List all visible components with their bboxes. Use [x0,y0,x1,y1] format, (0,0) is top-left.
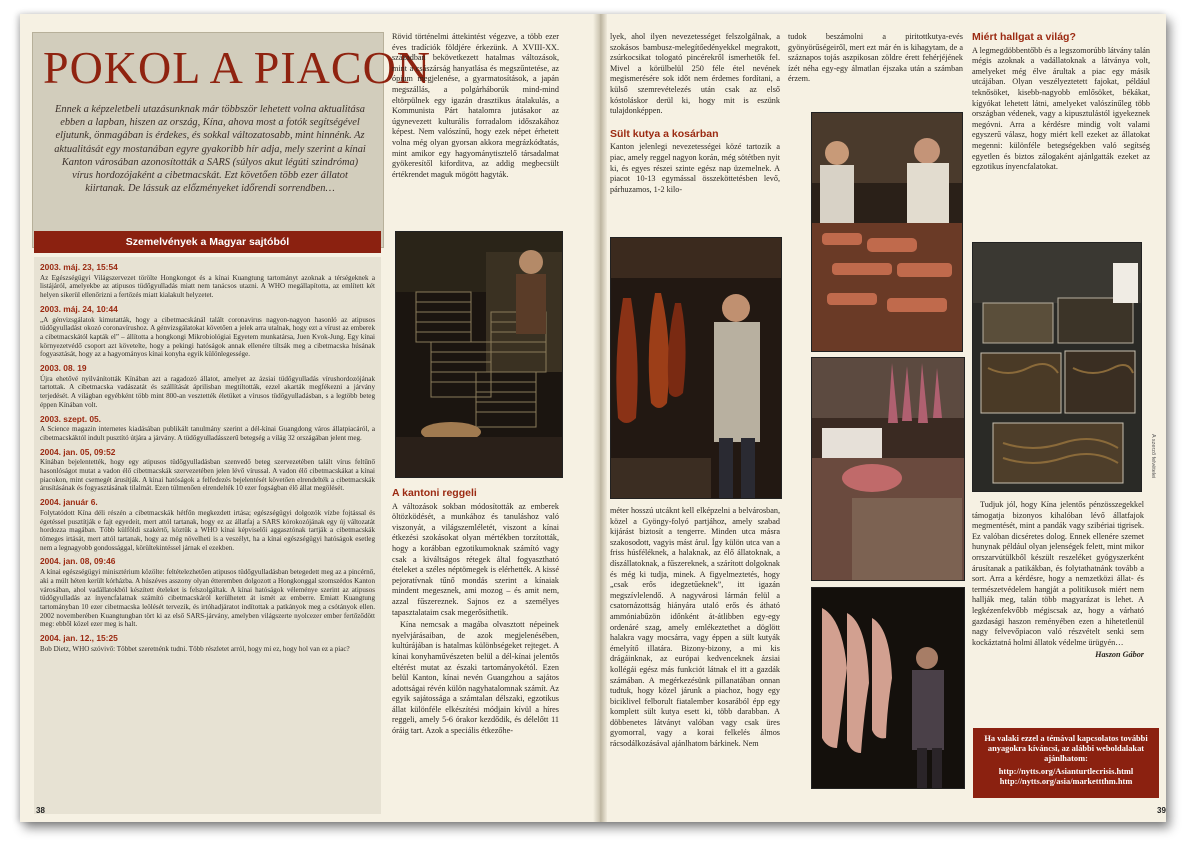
left-page [20,14,593,822]
spine-gutter [593,14,607,822]
chronology-entry [40,415,375,443]
sult-kutya-paragraph: Kanton jelenlegi nevezetességei közé tartozik a piac, amely reggel nagyon korán, még sötétben nyit ki, és egyes részei szinte egész nap üzemelnek. A piacot 10-13 egymással összeköttetésben levő, párhuzamos, 1-2 kilo- [610,142,780,194]
chronology-date: 2004. jan. 05, 09:52 [40,446,116,457]
chronology-text: A kínai egészségügyi minisztérium közölte: feltételezhetően atipusos tüdőgyulladásban betegedett meg az a pincérnő, aki a múlt héten került kórházba. A húszéves asszony olyan étteremben dolgozott a Hongkonggal szomszédos Kanton városában, ahol vadállatokból készített ételeket is felszolgáltak. A kínai hatóságok véleménye szerint az atipusos tüdőgyulladás az ínyencfalatnak számító cibetmacskáról kerülhetett át ismét az emberre. Emiatt Kuangtung tartományban 10 ezer cibetmacska leölését tervezik, és irtóhadjáratot indítottak a patkányok meg a csótányok ellen. 2002 novemberében Kuangtungban tört ki az első SARS-járvány, amelyben világszerte nyolcezer ember fertőződött meg: ebből közel ezer meg is halt. [40,568,375,629]
column-3-top [610,32,780,242]
link-url-2[interactable]: http://nytts.org/asia/markettthm.htm [999,776,1133,786]
kanton-paragraph-2: Kína nemcsak a magába olvasztott népeinek nyelvjárásaiban, de azok megjelenésében, kultúrájában is hatalmas különbségeket rejteget. A kínai konyhaművészeten belül a dél-kínai jelentős eltérést mutat az északi tartományokétól. Ezen belül Kanton, kínai nevén Guangzhou a sajátos adottságai révén külön nagyhatalomnak számít. Az egyik sajátossága a számtalan délszaki, egzotikus állat különféle elkészítési módjain kívül a híres reggeli, amely 5-6 órakor kezdődik, és délelőtt 11 óráig tart. Azok a speciális étkezőhe- [392,620,559,736]
chronology-text: A Science magazin internetes kiadásában publikált tanulmány szerint a dél-kínai Guangdong város állatpiacáról, a cibetmacskáktól indult pusztító útjára a járvány. A tüdőgyulladásszerű betegség a világ 32 országában jelent meg. [40,425,375,442]
column-5-bottom [972,500,1144,738]
chronology-text: Bob Dietz, WHO szóvivő: Többet szeretnénk tudni. Több részletet arról, hogy mi ez, hogy hol van ez a piac? [40,644,350,653]
miert-paragraph: A legmegdöbbentőbb és a legszomorúbb látvány talán mégis azoknak a vadállatoknak a látványa volt, amelyeket még élve árultak a piac egy másik utcájában. Olyan veszélyeztetett fajokat, például teknősöket, kisebb-nagyobb emlősöket, békákat, kígyókat lehetett látni, amelyeket valószínűleg több országban védenek, vagy a kipusztulástól igyekeznek megóvni. Arra a kérdésre mindig volt valami egyszerű válasz, hogy miért kell ezeket az állatokat megenni: különféle betegségekben való segítség egyetlen és biztos zálogaként ajánlgatták ezeket az egzotikus ínyencfalatokat. [972,45,1150,172]
title-box [32,32,432,248]
chronology-entry [40,634,375,653]
chronology-text: Az Egészségügyi Világszervezet törölte Hongkongot és a kínai Kuangtung tartományt azoknak a térségeknek a listájáról, amelyekbe az atipusos tüdőgyulladás miatt nem tanácsos utazni. A WHO megállapította, az említett két helyen sikerül ellenőrizni a fertőzés miatt kialakult helyzetet. [40,273,375,300]
page-number-left: 38 [36,806,45,815]
chronology-date: 2004. jan. 08, 09:46 [40,556,116,567]
intro-text: Ennek a képzeletbeli utazásunknak már többször lehetett volna aktualitása ebben a lapban, hiszen az ország, Kína, ahova most a fotók segítségével eljutunk, önmagában is érdekes, és sokkal változatosabb, mint hinnénk. Az aktualitását egy mostanában egyre gyakoribb hír adja, mely szerint a kínai Kanton városában azonosították a SARS (súlyos akut légúti szindróma) vírus hordozójaként a cibetmacskát. Ezt követően több ezer állatot kiirtanak. De lássuk az előzményeket időrendi sorrendben… [54,104,366,195]
chronology-text: Folytatódott Kína déli részén a cibetmacskák hétfőn megkezdett irtása; egészségügyi dolgozók vízbe fojtással és égetéssel pusztítják e fajt egyedeit, mert attól tartanak, hogy ez az állatfaj a SARS kórokozójának egy új változatát hordozza magában. Több külföldi szakértő, köztük a WHO kínai képviselői aggasztónak tartják a cibetmacskák tömeges irtását, mert attól tartanak, hogy az még növelheti is a veszélyt, ha a kínai egészségügyi hatóságok esetleg nem a legnagyobb gondossággal, körültekintéssel járnak el ezekben. [40,508,375,552]
section-heading-miert-hallgat: Miért hallgat a világ? [972,32,1076,43]
column-4-top [788,32,963,122]
photo-credit: A szerző felvételei [1150,434,1156,479]
photo-meat-stall [811,112,963,352]
chronology-text: Újra ehetővé nyilvánították Kínában azt a ragadozó állatot, amelyet az ázsiai tüdőgyulladás vírushordozójának tartottak. A cibetmacska vadászatát és szállítását áprilisban megtiltották, ezzel akarták megfékezni a járvány terjedését. A világban egyébként több mint 800-an vesztették életüket a vírusos tüdőgyulladásban, s a legtöbb beteg éppen Kínában volt. [40,374,375,409]
link-url-1[interactable]: http://nytts.org/Asianturtlecrisis.html [998,766,1134,776]
section-heading-kanton: A kantoni reggeli [392,487,477,499]
chronology-date: 2003. máj. 24, 10:44 [40,303,118,314]
chronology-date: 2003. szept. 05. [40,413,101,424]
chronology-entry [40,364,375,410]
chronology-date: 2003. máj. 23, 15:54 [40,262,118,272]
column-2-top [392,32,559,238]
right-page [607,14,1166,822]
chronology-date: 2004. jan. 12., 15:25 [40,633,118,644]
photo-caged-animals [395,231,563,478]
chronology-text: „A génvizsgálatok kimutatták, hogy a cibetmacskánál talált coronavirus nagyon-nagyon hasonló az atipusos tüdőgyulladást okozó coronavírushoz. A génvizsgálatokat követően a jelek arra utalnak, hogy ezt a vírust az emberek a cibetmacskától kapták el” – állította a hongkongi Mikrobiológiai Egyetem munkatársa, Juen Kvok-Jung. Egy kínai környezetvédő csoport azt követelte, hogy a pekingi hatóságok annak ellenére tiltsák meg a cibetmacska húsának fogyasztását, hogy az a hagyományos kínai konyha egyik különlegessége. [40,315,375,359]
further-reading-box [973,728,1159,798]
chronology-entry [40,557,375,629]
kanton-paragraph-1: A változások sokban módosították az emberek öltözködését, a munkához és tanuláshoz való viszonyát, a világszemléletét, viszont a kínai étkezési szokásokat olyan mértékben torzították, hogy a korábban egzotikumoknak számító vagy csak a kiváltságos rétegek által fogyasztható ételeket a széles néptömegek is elérhették. A kissé pejoratívnak tűnő mondás szerint a kínaiak mindent megesznek, ami mozog – és amit nem, azzal fűszereznek. Sajnos ez a személyes tapasztalataim csak megerősíthetik. [392,501,559,617]
author-signature: Haszon Gábor [1095,650,1144,660]
column-3-bottom [610,506,780,814]
chronology-text: Kínában bejelentették, hogy egy atipusos tüdőgyulladásban szenvedő beteg szervezetében talált vírus feltűnő hasonlóságot mutat a vadon élő cibetmacskák szervezetében jelen lévő vírussal. A vadon élő cibetmacskákat a kínai piacokon, mint csemegét árusítják. A kínai hatóságok a felfedezés bejelentését követően elrendelték a cibetmacskák árusításának és fogyasztásának tilalmát. Ezen túlmenően elrendelték 10 ezer fogságban élő állat megölését. [40,458,375,493]
chronology-date: 2003. 08. 19 [40,363,87,374]
chronology-entry [40,305,375,359]
photo-hanging-carcasses [811,587,965,789]
page-number-right: 39 [1157,806,1166,815]
chronology-entry [40,263,375,300]
restaurant-paragraph: lyek, ahol ilyen nevezetességet felszolgálnak, a szokásos bambusz-melegítőedényekkel megrakott, zsúrkocsikat tologató pincérekről ismerhetők fel. Mivel a körülbelül 250 féle étel nevének megismerésére sok időt nem érdemes fordítani, a külső szemrevételezés után csak az első kóstoláskor derül ki, hogy mit is eszünk tulajdonképpen. [610,32,780,116]
page-title: POKOL A PIACON [43,42,432,93]
chronology-entry [40,498,375,552]
closing-paragraph: Tudjuk jól, hogy Kína jelentős pénzösszegekkel támogatja bizonyos kihalóban lévő állatfajok megmentését, mint a pandák vagy szibériai tigrisek. Ez valóban dicséretes dolog. Ennek ellenére szemet hunynak például olyan jelenségek felett, mint mikor orrszarvútülkből készült reszeléket gyógyszerként árusítanak a patikákban, és folytathatnánk tovább a sort. Arra a kérdésre, hogy a nemzetközi állat- és természetvédelem hangját a politikusok miért nem hallják meg, talán több magyarázat is lehet. A legkézenfekvőbb mégiscsak az, hogy a várható gazdasági haszon reményében ezen a hihetetlenül nagy felvevőpiacon való részvételt senki sem kockáztatná holmi állatok védelme ürügyén… [972,500,1144,647]
chronology-box [34,257,381,814]
chronology-entry [40,448,375,494]
egg-paragraph: tudok beszámolni a piritottkutya-evés gyönyörűségeiről, mert ezt már én is kihagytam, de a száznapos tojás aszpikosan zöldre érett fehérjéjének ízét néha egy-egy álmatlan éjszaka után a számban érzem. [788,32,963,84]
photo-roasted-dogs [610,237,782,499]
chronology-header: Szemelvények a Magyar sajtóból [34,231,381,253]
magazine-spread [20,14,1166,822]
chronology-date: 2004. január 6. [40,497,98,508]
chronology-list [40,263,375,658]
further-reading-text: Ha valaki ezzel a témával kapcsolatos további anyagokra kíváncsi, az alábbi weboldalakat ajánlhatom: [984,734,1148,764]
photo-eels-basins [972,242,1142,492]
section-heading-sult-kutya: Sült kutya a kosárban [610,127,719,140]
column-2-bottom [392,484,559,814]
history-paragraph: Rövid történelmi áttekintést végezve, a több ezer éves tradíciók földjére érkezünk. A XVIII-XX. században bekövetkezett hatalmas változások, mint a császárság hanyatlása és megszűntetése, az ópium megjelenése, a gyarmatosítások, a japán megszállás, a polgárháborúk mind-mind eltörpülnek egy igazán drasztikus átalakulás, a Kommunista Párt hatalomra jutásakor az úgynevezett kulturális forradalom időszakához képest. Nem valószínű, hogy ezek népet érhetett volna még olyan gyorsan akkora megrázkódtatás, mint amikor egy hagyománytisztelő társadalmat gyökeresítől kiforditva, az addig megbecsült értékrendet maguk mögött hagyták. [392,32,559,179]
photo-butcher-table [811,357,965,581]
market-paragraph: méter hosszú utcáknt kell elképzelni a belvárosban, közel a Gyöngy-folyó partjához, amely szabad kijárást biztosít a tengerre. Minden utca másra szakosodott, vagyis mást árul. Így külön utca van a friss húsféléknek, a halaknak, az élő állatoknak, a díszállatoknak, a fűszereknek, a szárított dolgoknak és még ki tudja, minek. A figyelmeztetés, hogy „csak erős idegzetűeknek”, itt igazán megszívlelendő. A nagyvárosi lármán felül a csatornázottság hiányára utaló erős és átható ammóniabűzön időnként át-átlibben egy-egy ordenáré szag, amely emlékeztethet a döglött halakra vagy mocsárra, vagy éppen a sült kutyák émelyítő illatára. Bizony-bizony, a mi kis drágáinknak, az európai kedvenceknek ázsiai kollégái egész más funkciót látnak el itt a gazdák számában. A megérkezésünk pillanatában onnan tudtuk, hogy közel járunk a piachoz, hogy egy biciklivel felborult fiatalember kosarából épp egy komplett sült kutya esett ki, több darabban. A döbbenetes látványt valóban vagy csak üres gyomorral, vagy a korai felkelés álmos rácsodálkozásával ajánlhatom bárkinek. Nem [610,506,780,749]
column-5-top [972,32,1150,250]
